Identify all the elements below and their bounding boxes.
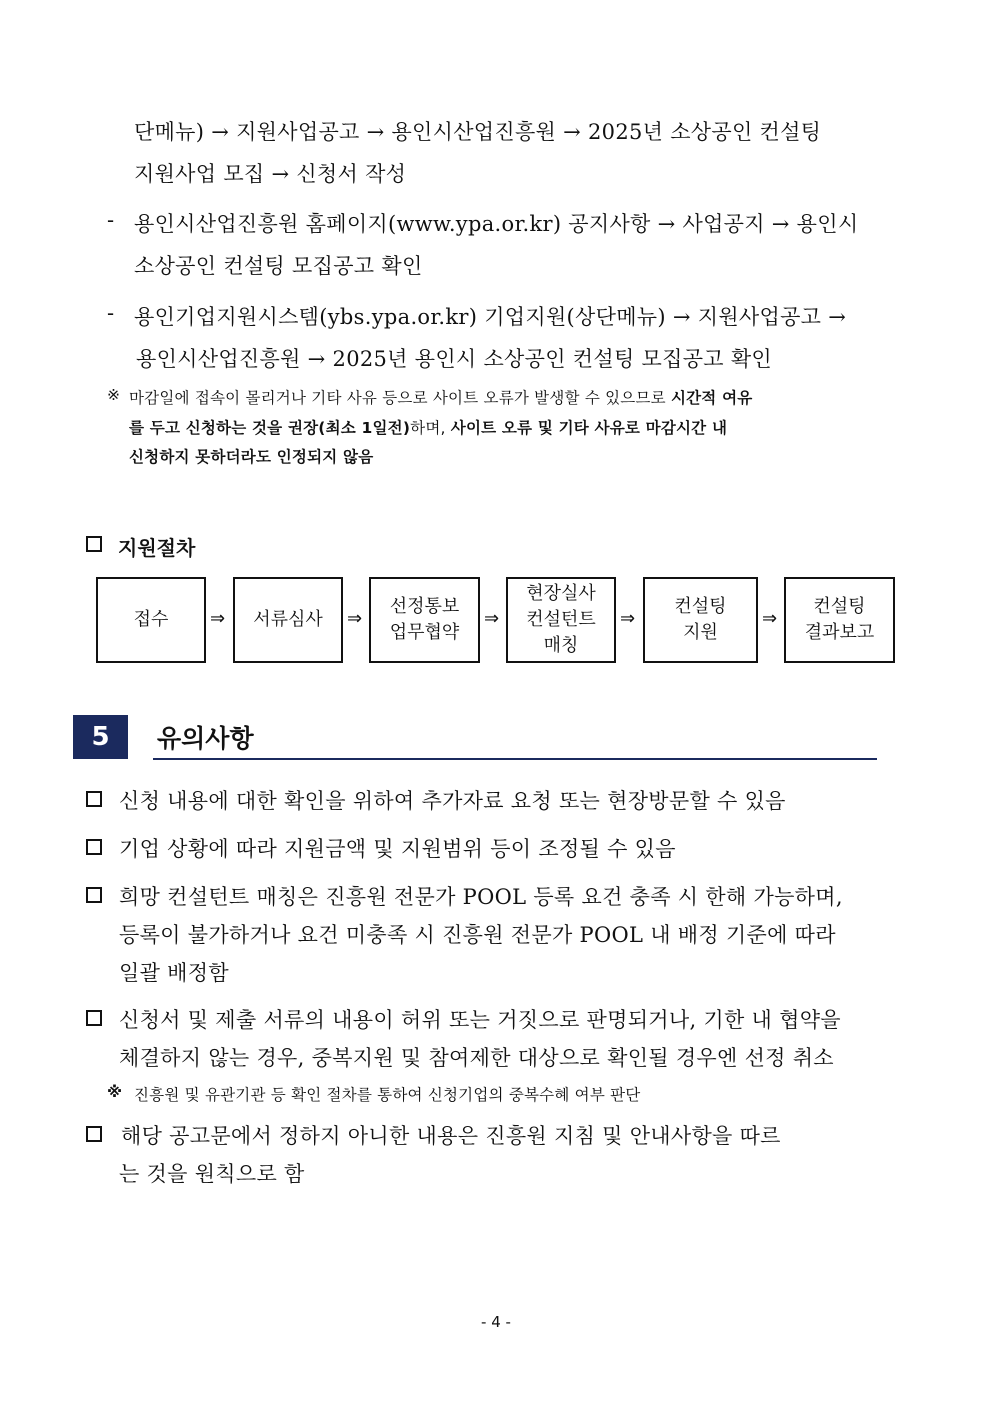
notice-text: 마감일에 접속이 몰리거나 기타 사유 등으로 사이트 오류가 발생할 수 있으므로 <box>129 389 666 407</box>
caution-item-cont: 는 것을 원칙으로 함 <box>119 1162 305 1186</box>
notice-line-1 <box>129 386 752 408</box>
caution-item: 해당 공고문에서 정하지 아니한 내용은 진흥원 지침 및 안내사항을 따르 <box>121 1124 781 1148</box>
flow-step-consulting-support: 컨설팅 지원 <box>643 577 758 663</box>
notice-bold: 를 두고 신청하는 것을 권장(최소 1일전) <box>129 419 411 437</box>
flow-arrow-icon: ⇒ <box>484 608 500 629</box>
notice-mark: ※ <box>107 386 121 404</box>
flow-step-receipt: 접수 <box>96 577 206 663</box>
flow-arrow-icon: ⇒ <box>347 608 363 629</box>
section-number: 5 <box>73 715 128 759</box>
section-underline <box>153 758 877 760</box>
caution-item: 기업 상황에 따라 지원금액 및 지원범위 등이 조정될 수 있음 <box>119 837 676 861</box>
caution-note-mark: ※ <box>107 1083 123 1101</box>
flow-step-document-review: 서류심사 <box>233 577 343 663</box>
checkbox-icon <box>86 839 102 855</box>
page-number: - 4 - <box>481 1313 511 1331</box>
list-line: 용인시산업진흥원 홈페이지(www.ypa.or.kr) 공지사항 → 사업공지 → 용인시 <box>134 212 859 236</box>
caution-note: 진흥원 및 유관기관 등 확인 절차를 통하여 신청기업의 중복수혜 여부 판단 <box>134 1086 641 1104</box>
notice-line-3 <box>129 445 373 467</box>
checkbox-icon <box>86 887 102 903</box>
flow-step-result-report: 컨설팅 결과보고 <box>784 577 895 663</box>
caution-item-cont: 등록이 불가하거나 요건 미충족 시 진흥원 전문가 POOL 내 배정 기준에 따라 <box>119 923 836 947</box>
flow-step-inspection-matching: 현장실사 컨설턴트 매칭 <box>506 577 616 663</box>
notice-bold: 신청하지 못하더라도 인정되지 않음 <box>129 448 374 466</box>
caution-item-cont: 체결하지 않는 경우, 중복지원 및 참여제한 대상으로 확인될 경우엔 선정 취소 <box>119 1046 834 1070</box>
checkbox-icon <box>86 536 102 552</box>
flow-step-selection-agreement: 선정통보 업무협약 <box>369 577 480 663</box>
list-line: 용인시산업진흥원 → 2025년 용인시 소상공인 컨설팅 모집공고 확인 <box>136 347 773 371</box>
checkbox-icon <box>86 1010 102 1026</box>
list-line: 소상공인 컨설팅 모집공고 확인 <box>134 254 423 278</box>
flow-arrow-icon: ⇒ <box>620 608 636 629</box>
notice-line-2 <box>129 416 727 438</box>
notice-bold: 시간적 여유 <box>670 389 753 407</box>
section-title: 유의사항 <box>157 724 254 753</box>
caution-item: 신청 내용에 대한 확인을 위하여 추가자료 요청 또는 현장방문할 수 있음 <box>119 789 786 813</box>
caution-item: 신청서 및 제출 서류의 내용이 허위 또는 거짓으로 판명되거나, 기한 내 협약을 <box>119 1008 841 1032</box>
list-dash: - <box>107 208 115 232</box>
flow-arrow-icon: ⇒ <box>762 608 778 629</box>
checkbox-icon <box>86 791 102 807</box>
procedure-heading: 지원절차 <box>118 536 196 560</box>
caution-item: 희망 컨설턴트 매칭은 진흥원 전문가 POOL 등록 요건 충족 시 한해 가능하며, <box>119 885 843 909</box>
list-line: 지원사업 모집 → 신청서 작성 <box>134 162 407 186</box>
notice-bold: 사이트 오류 및 기타 사유로 마감시간 내 <box>450 419 728 437</box>
list-dash: - <box>107 301 115 325</box>
flow-arrow-icon: ⇒ <box>210 608 226 629</box>
notice-text: 하며, <box>410 419 446 437</box>
list-line: 단메뉴) → 지원사업공고 → 용인시산업진흥원 → 2025년 소상공인 컨설팅 <box>134 120 822 144</box>
checkbox-icon <box>86 1126 102 1142</box>
caution-item-cont: 일괄 배정함 <box>119 961 229 985</box>
list-line: 용인기업지원시스템(ybs.ypa.or.kr) 기업지원(상단메뉴) → 지원사업공고 → <box>134 305 847 329</box>
